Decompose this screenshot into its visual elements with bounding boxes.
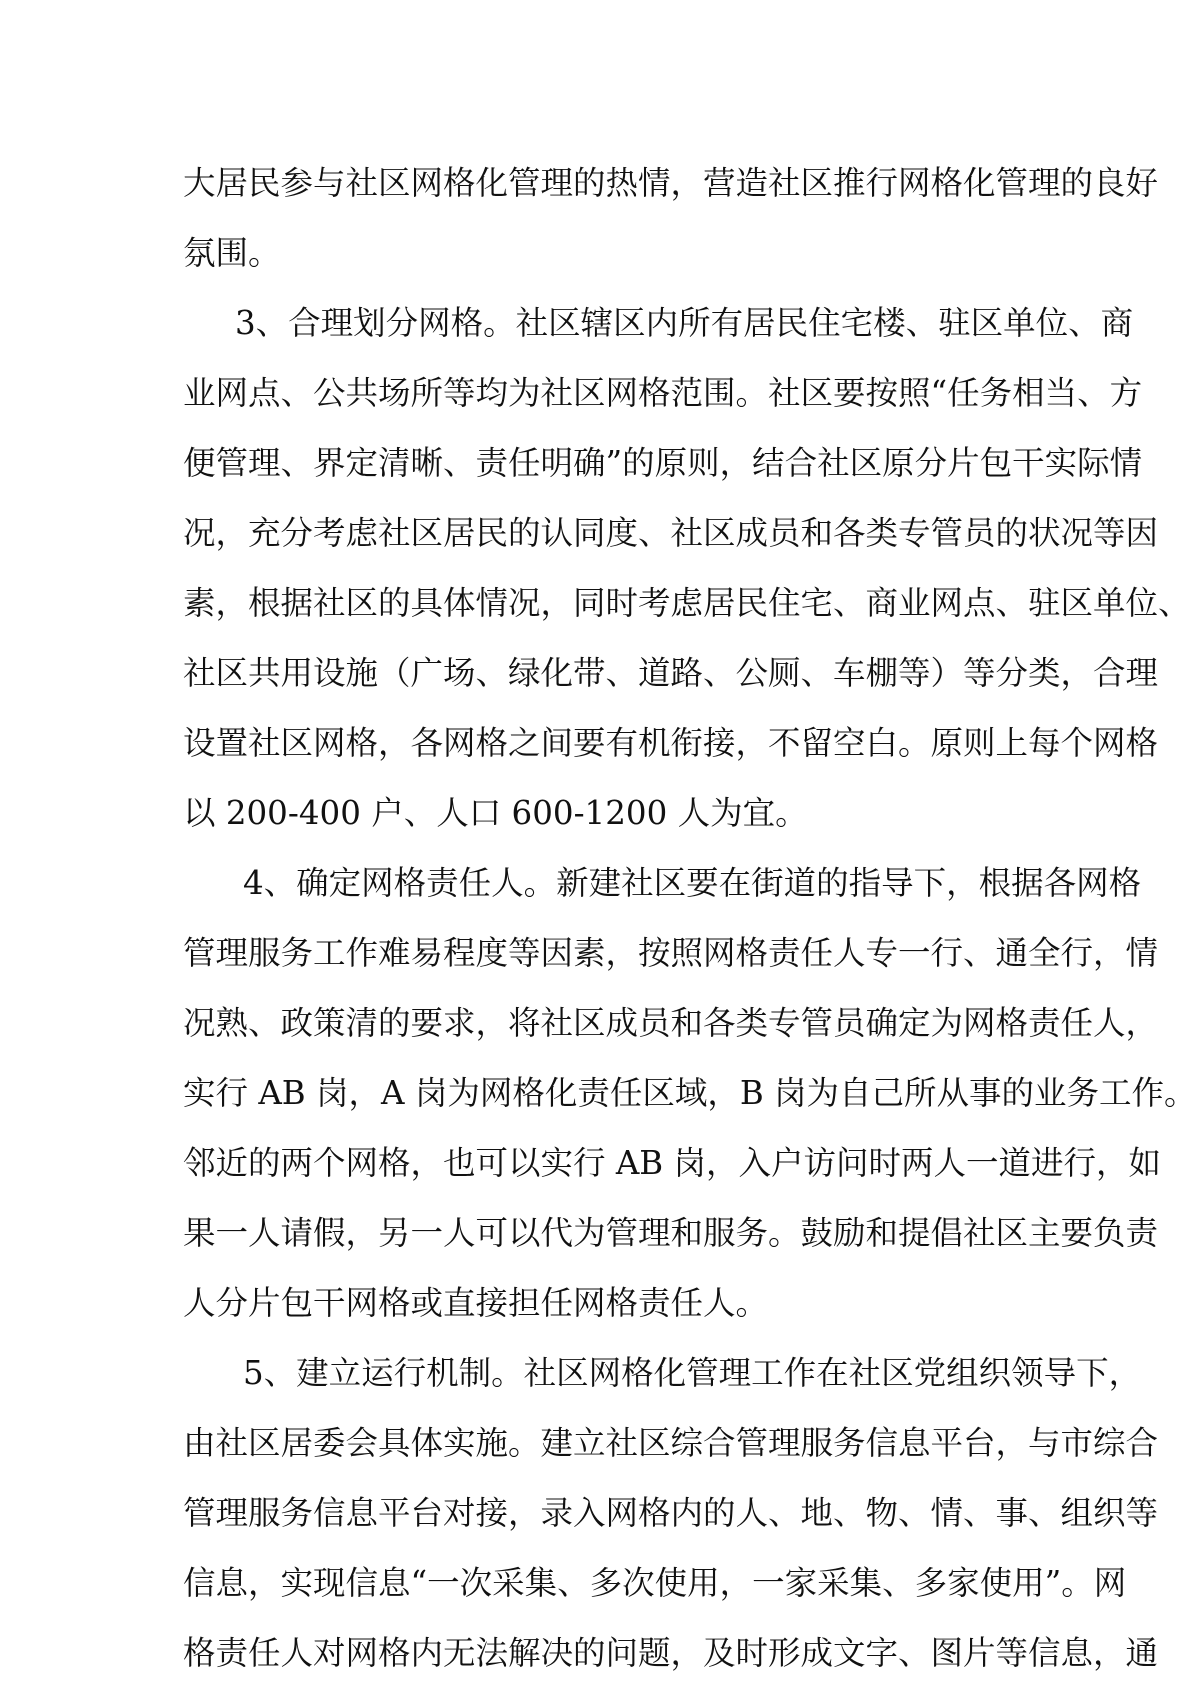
text-line: 便管理、界定清晰、责任明确”的原则，结合社区原分片包干实际情 [183,444,1143,482]
paragraph-3 [183,288,1191,848]
text-line: 5、建立运行机制。社区网格化管理工作在社区党组织领导下， [243,1354,1142,1392]
text-line: 以 200-400 户、人口 600-1200 人为宜。 [183,794,808,832]
text-line: 实行 AB 岗，A 岗为网格化责任区域，B 岗为自己所从事的业务工作。 [183,1074,1197,1112]
text-line: 由社区居委会具体实施。建立社区综合管理服务信息平台，与市综合 [183,1424,1159,1462]
text-line: 业网点、公共场所等均为社区网格范围。社区要按照“任务相当、方 [183,374,1143,412]
text-line: 氛围。 [183,234,281,272]
text-line: 设置社区网格，各网格之间要有机衔接，不留空白。原则上每个网格 [183,724,1159,762]
paragraph-5 [183,1338,1159,1688]
paragraph-4 [183,848,1197,1338]
text-line: 3、合理划分网格。社区辖区内所有居民住宅楼、驻区单位、商 [235,304,1134,342]
text-line: 邻近的两个网格，也可以实行 AB 岗，入户访问时两人一道进行，如 [183,1144,1162,1182]
text-line: 况熟、政策清的要求，将社区成员和各类专管员确定为网格责任人， [183,1004,1159,1042]
text-line: 管理服务信息平台对接，录入网格内的人、地、物、情、事、组织等 [183,1494,1159,1532]
text-line: 素，根据社区的具体情况，同时考虑居民住宅、商业网点、驻区单位、 [183,584,1191,622]
text-line: 4、确定网格责任人。新建社区要在街道的指导下，根据各网格 [243,864,1142,902]
text-line: 大居民参与社区网格化管理的热情，营造社区推行网格化管理的良好 [183,164,1159,202]
text-line: 人分片包干网格或直接担任网格责任人。 [183,1284,769,1322]
text-line: 格责任人对网格内无法解决的问题，及时形成文字、图片等信息，通 [183,1634,1159,1672]
text-line: 社区共用设施（广场、绿化带、道路、公厕、车棚等）等分类，合理 [183,654,1159,692]
text-line: 况，充分考虑社区居民的认同度、社区成员和各类专管员的状况等因 [183,514,1159,552]
document-body [183,148,1197,1688]
text-line: 管理服务工作难易程度等因素，按照网格责任人专一行、通全行，情 [183,934,1159,972]
text-line: 信息，实现信息“一次采集、多次使用，一家采集、多家使用”。网 [183,1564,1127,1602]
paragraph-intro-continued [183,148,1159,288]
text-line: 果一人请假，另一人可以代为管理和服务。鼓励和提倡社区主要负责 [183,1214,1159,1252]
